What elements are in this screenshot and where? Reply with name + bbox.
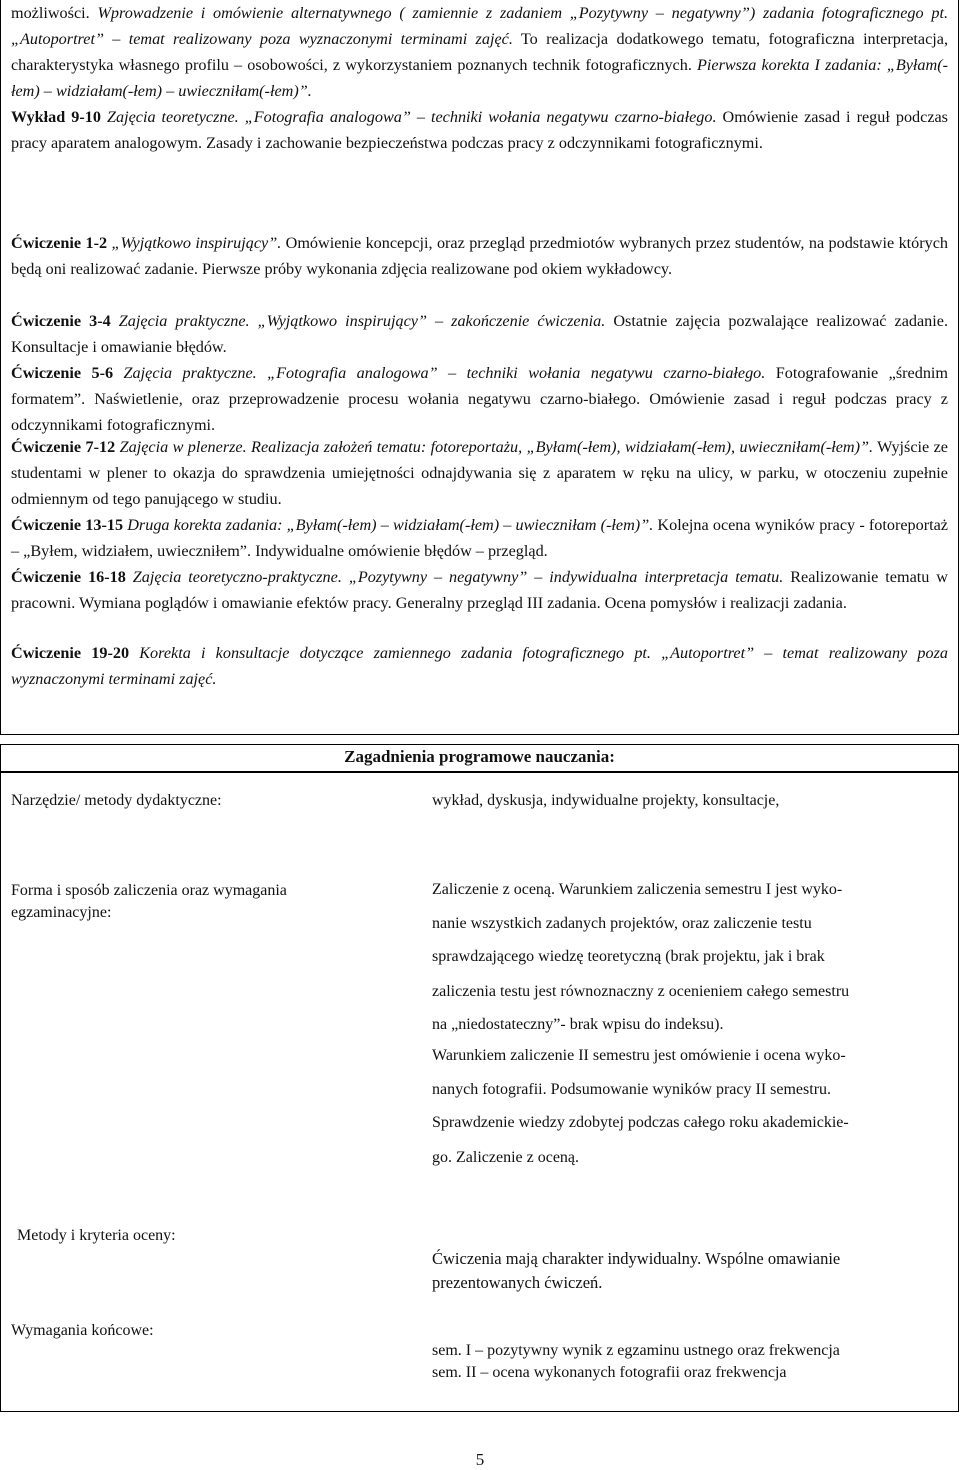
text-run: Ostatnie zajęcia pozwalające realizować zadanie. Konsultacje i omawianie błędów. (11, 312, 948, 356)
forma-line: nanie wszystkich zadanych projektów, oraz zaliczenie testu (432, 915, 812, 932)
forma-line: go. Zaliczenie z oceną. (432, 1149, 580, 1166)
zagadnienia-title: Zagadnienia programowe nauczania: (344, 747, 615, 766)
paragraph-cwiczenie-7-12 (11, 434, 948, 512)
text-run: „Wyjątkowo inspirujący”. (107, 234, 282, 252)
paragraph-cwiczenie-1-2 (11, 230, 948, 282)
text-run: To realizacja dodatkowego tematu, fotograficzna interpretacja, charakterystyka własnego profilu – osobowości, z wykorzystaniem poznanych technik fotograficznych. (11, 30, 948, 74)
text-run: Korekta i konsultacje dotyczące zamiennego zadania fotograficznego pt. „Autoportret” – temat realizowany poza wyznaczonymi terminami zajęć. (11, 644, 949, 688)
text-run: Wprowadzenie i omówienie alternatywnego ( zamiennie z zadaniem „Pozytywny – negatywny”) zadania fotograficznego pt. „Autoportret” – temat realizowany poza wyznaczonymi terminami zajęć. (11, 4, 948, 48)
forma-line: na „niedostateczny”- brak wpisu do indeksu). (432, 1016, 724, 1033)
metody-line: prezentowanych ćwiczeń. (432, 1273, 603, 1292)
text-run: Zajęcia w plenerze. Realizacja założeń tematu: fotoreportażu, „Byłam(-łem), widziałam(-łem), uwieczniłam(-łem)”. (115, 438, 874, 456)
text-run: Ćwiczenie 13-15 (11, 516, 124, 534)
narzedzie-label: Narzędzie/ metody dydaktyczne: (11, 792, 222, 809)
metody-line: Ćwiczenia mają charakter indywidualny. Wspólne omawianie (432, 1249, 841, 1268)
forma-line: Zaliczenie z oceną. Warunkiem zaliczenia semestru I jest wyko- (432, 881, 843, 898)
forma-line: Warunkiem zaliczenie II semestru jest omówienie i ocena wyko- (432, 1047, 846, 1064)
forma-label-line-1: Forma i sposób zaliczenia oraz wymagania (11, 882, 287, 899)
text-run: Druga korekta zadania: „Byłam(-łem) – widziałam(-łem) – uwieczniłam (-łem)”. (123, 516, 654, 534)
text-run: Zajęcia praktyczne. „Fotografia analogowa” – techniki wołania negatywu czarno-białego. (113, 364, 766, 382)
text-run: Realizowanie tematu w pracowni. Wymiana poglądów i omawianie efektów pracy. Generalny przegląd III zadania. Ocena pomysłów i realizacji zadania. (11, 568, 948, 612)
text-run: Fotografowanie „średnim formatem”. Naświetlenie, oraz przeprowadzenie procesu wołania negatywu czarno-białego. Omówienie zasad i reguł podczas pracy z odczynnikami fotograficznymi. (11, 364, 948, 434)
text-run: Zajęcia praktyczne. „Wyjątkowo inspirujący” – zakończenie ćwiczenia. (110, 312, 606, 330)
text-run: Pierwsza korekta I zadania: „Byłam(-łem) – widziałam(-łem) – uwieczniłam(-łem)”. (11, 56, 948, 100)
forma-line: zaliczenia testu jest równoznaczny z ocenieniem całego semestru (432, 983, 850, 1000)
narzedzie-value: wykład, dyskusja, indywidualne projekty, konsultacje, (432, 792, 780, 809)
text-run: Ćwiczenie 3-4 (11, 312, 111, 330)
paragraph-wyklad-9-10 (11, 104, 948, 156)
text-run: Kolejna ocena wyników pracy - fotoreportaż – „Byłem, widziałem, uwieczniłem”. Indywidualne omówienie błędów – przegląd. (11, 516, 948, 560)
paragraph-cwiczenie-19-20 (11, 640, 948, 692)
text-run: Ćwiczenie 16-18 (11, 568, 126, 586)
text-run: możliwości. (11, 4, 98, 22)
paragraph-cwiczenie-3-4 (11, 308, 948, 360)
wymagania-label: Wymagania końcowe: (11, 1322, 154, 1339)
forma-line: nanych fotografii. Podsumowanie wyników pracy II semestru. (432, 1081, 832, 1098)
text-run: Ćwiczenie 7-12 (11, 438, 116, 456)
page-number: 5 (475, 1450, 485, 1469)
text-run: Zajęcia teoretyczno-praktyczne. „Pozytywny – negatywny” – indywidualna interpretacja tematu. (125, 568, 784, 586)
paragraph-cwiczenie-16-18 (11, 564, 948, 616)
paragraph-autoportret (11, 0, 948, 104)
text-run: Zajęcia teoretyczne. „Fotografia analogowa” – techniki wołania negatywu czarno-białego. (100, 108, 717, 126)
text-run: Wyjście ze studentami w plener to okazja do sprawdzenia umiejętności odnajdywania się z aparatem w ręku na ulicy, w parku, w otoczeniu zupełnie odmiennym od tego panującego w studiu. (11, 438, 948, 508)
wymagania-line: sem. I – pozytywny wynik z egzaminu ustnego oraz frekwencja (432, 1342, 840, 1359)
text-run: Omówienie zasad i reguł podczas pracy aparatem analogowym. Zasady i zachowanie bezpieczeństwa podczas pracy z odczynnikami fotograficznymi. (11, 108, 948, 152)
forma-label-line-2: egzaminacyjne: (11, 904, 112, 921)
text-run: Ćwiczenie 1-2 (11, 234, 108, 252)
forma-line: sprawdzającego wiedzę teoretyczną (brak projektu, jak i brak (432, 948, 825, 965)
paragraph-cwiczenie-13-15 (11, 512, 948, 564)
text-run: Ćwiczenie 19-20 (11, 644, 130, 662)
forma-line: Sprawdzenie wiedzy zdobytej podczas całego roku akademickie- (432, 1114, 849, 1131)
text-run: Omówienie koncepcji, oraz przegląd przedmiotów wybranych przez studentów, na podstawie których będą oni realizować zadanie. Pierwsze próby wykonania zdjęcia realizowane pod okiem wykładowcy. (11, 234, 949, 278)
text-run: Wykład 9-10 (11, 108, 101, 126)
metody-label: Metody i kryteria oceny: (17, 1227, 176, 1244)
paragraph-cwiczenie-5-6 (11, 360, 948, 438)
wymagania-line: sem. II – ocena wykonanych fotografii oraz frekwencja (432, 1364, 787, 1381)
text-run: Ćwiczenie 5-6 (11, 364, 114, 382)
